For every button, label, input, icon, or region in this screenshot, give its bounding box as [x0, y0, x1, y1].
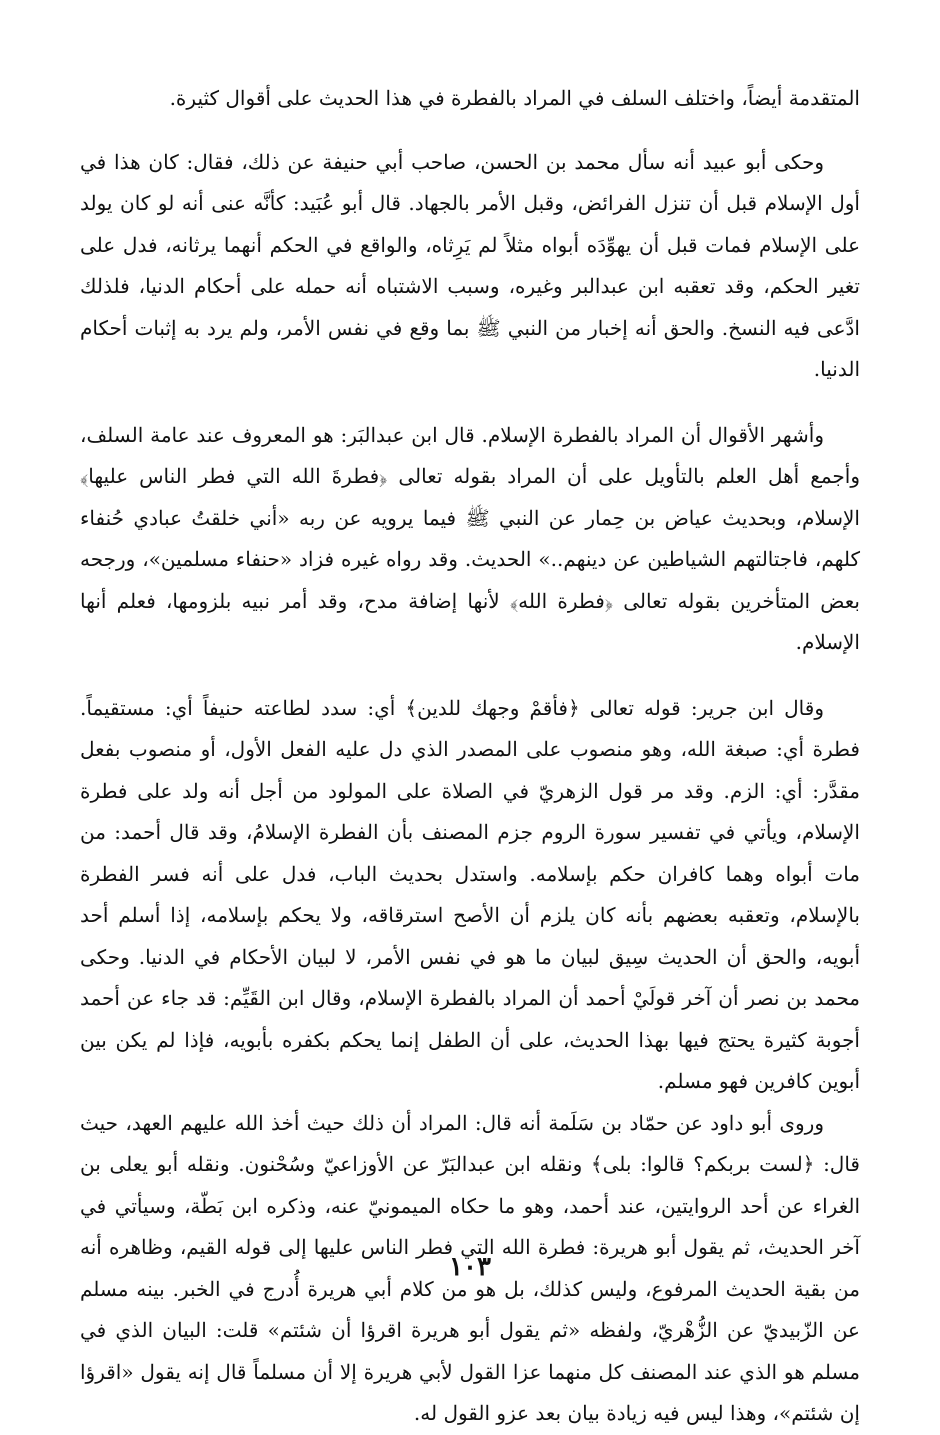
- paragraph-abu-ubaid: وحكى أبو عبيد أنه سأل محمد بن الحسن، صاحب أبي حنيفة عن ذلك، فقال: كان هذا في أول الإسلام قبل أن تنزل الفرائض، وقبل الأمر بالجهاد. قال أبو عُبَيد: كأنَّه عنى أنه لو كان يولد على الإسلام فمات قبل أن يهوِّدَه أبواه مثلاً لم يَرِثاه، والواقع في الحكم أنهما يرثانه، فدل على تغير الحكم، وقد تعقبه ابن عبدالبر وغيره، وسبب الاشتباه أنه حمله على أحكام الدنيا، فلذلك ادَّعى فيه النسخ. والحق أنه إخبار من النبي ﷺ بما وقع في نفس الأمر، ولم يرد به إثبات أحكام الدنيا.: [80, 149, 860, 381]
- paragraph-famous-opinion: وأشهر الأقوال أن المراد بالفطرة الإسلام. قال ابن عبدالبَر: هو المعروف عند عامة السلف، وأجمع أهل العلم بالتأويل على أن المراد بقوله تعالى ﴿فطرةَ الله التي فطر الناس عليها﴾ الإسلام، وبحديث عياض بن حِمار عن النبي ﷺ فيما يرويه عن ربه «أني خلقتُ عبادي حُنفاء كلهم، فاجتالتهم الشياطين عن دينهم..» الحديث. وقد رواه غيره فزاد «حنفاء مسلمين»، ورجحه بعض المتأخرين بقوله تعالى ﴿فطرة الله﴾ لأنها إضافة مدح، وقد أمر نبيه بلزومها، فعلم أنها الإسلام.: [80, 422, 860, 654]
- page-number: ١٠٣: [449, 1252, 491, 1282]
- page-body: [80, 78, 860, 1435]
- paragraph-intro: المتقدمة أيضاً، واختلف السلف في المراد بالفطرة في هذا الحديث على أقوال كثيرة.: [169, 86, 860, 110]
- paragraph-ibn-jarir: وقال ابن جرير: قوله تعالى ﴿فأقمْ وجهك للدين﴾ أي: سدد لطاعته حنيفاً أي: مستقيماً. فطرة أي: صبغة الله، وهو منصوب على المصدر الذي دل عليه الفعل الأول، أو منصوب بفعل مقدَّر: أي: الزم. وقد مر قول الزهريّ في الصلاة على المولود من أجل أنه ولد على فطرة الإسلام، ويأتي في تفسير سورة الروم جزم المصنف بأن الفطرة الإسلامُ، وقد قال أحمد: من مات أبواه وهما كافران حكم بإسلامه. واستدل بحديث الباب، فدل على أنه فسر الفطرة بالإسلام، وتعقبه بعضهم بأنه كان يلزم أن الأصح استرقاقه، ولا يحكم بإسلامه، إذا أسلم أحد أبويه، والحق أن الحديث سِيق لبيان ما هو في نفس الأمر، لا لبيان الأحكام في الدنيا. وحكى محمد بن نصر أن آخر قولَيْ أحمد أن المراد بالفطرة الإسلام، وقال ابن القَيِّم: قد جاء عن أحمد أجوبة كثيرة يحتج فيها بهذا الحديث، على أن الطفل إنما يحكم بكفره بأبويه، فإذا لم يكن بين أبوين كافرين فهو مسلم.: [80, 695, 861, 1093]
- paragraph-abu-dawud: وروى أبو داود عن حمّاد بن سَلَمة أنه قال: المراد أن ذلك حيث أخذ الله عليهم العهد، حيث قال: ﴿لست بربكم؟ قالوا: بلى﴾ ونقله ابن عبدالبَرّ عن الأوزاعيّ وسُحْنون. ونقله أبو يعلى بن الغراء عن أحد الروايتين، عند أحمد، وهو ما حكاه الميمونيّ عنه، وذكره ابن بَطّة، وسيأتي في آخر الحديث، ثم يقول أبو هريرة: فطرة الله التي فطر الناس عليها إلى قوله القيم، وظاهره أنه من بقية الحديث المرفوع، وليس كذلك، بل هو من كلام أبي هريرة أُدرج في الخبر. بينه مسلم عن الزّبيديّ عن الزُّهْريّ، ولفظه «ثم يقول أبو هريرة اقرؤا أن شئتم» قلت: البيان الذي في مسلم هو الذي عند المصنف كل منهما عزا القول لأبي هريرة إلا أن مسلماً قال إنه يقول «اقرؤا إن شئتم»، وهذا ليس فيه زيادة بيان بعد عزو القول له.: [80, 1110, 860, 1425]
